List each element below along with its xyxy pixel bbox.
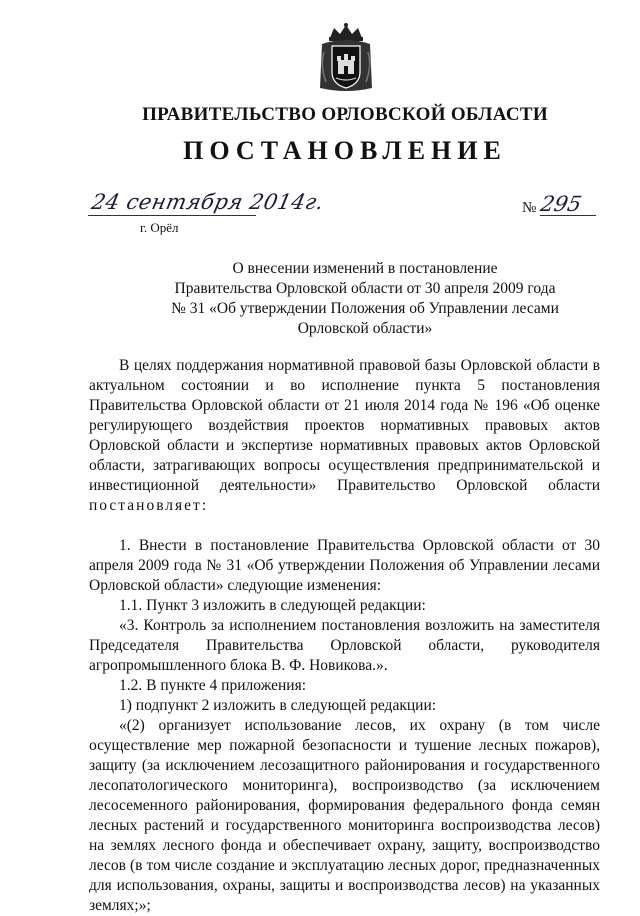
number-label: № bbox=[522, 200, 537, 216]
subject-line: Правительства Орловской области от 30 апреля 2009 года bbox=[174, 280, 556, 297]
coat-of-arms-icon bbox=[316, 22, 376, 94]
document-body bbox=[89, 356, 600, 916]
document-type-title: ПОСТАНОВЛЕНИЕ bbox=[183, 136, 507, 165]
paragraph-1: 1. Внести в постановление Правительства Орловской области от 30 апреля 2009 года № 31 «Об утверждении Положения об Управлении лесами Орловской области» следующие изменения: bbox=[89, 537, 600, 594]
subject-line: Орловской области» bbox=[297, 320, 433, 337]
paragraph-1-2-1-text: «(2) организует использование лесов, их охрану (в том числе осуществление мер пожарной безопасности и тушение лесных пожаров), защиту (за исключением лесозащитного районирования и государственного лесопатологического мониторинга), воспроизводство (за исключением лесосеменного районирования, формирования федерального фонда семян лесных растений и государственного мониторинга воспроизводства лесов) на землях лесного фонда и обеспечивает охрану, защиту, воспроизводство лесов (в том числе создание и эксплуатацию лесных дорог, предназначенных для использования, охраны, защиты и воспроизводства лесов) на указанных землях;»; bbox=[89, 717, 600, 914]
paragraph-1-1: 1.1. Пункт 3 изложить в следующей редакции: bbox=[119, 597, 426, 614]
preamble-paragraph bbox=[89, 356, 600, 516]
document-subject bbox=[125, 259, 605, 339]
number-underline bbox=[540, 215, 596, 216]
handwritten-number: 295 bbox=[538, 192, 584, 216]
preamble-verb: постановляет: bbox=[89, 497, 209, 514]
organization-title: ПРАВИТЕЛЬСТВО ОРЛОВСКОЙ ОБЛАСТИ bbox=[142, 104, 548, 125]
paragraph-1-2-1: 1) подпункт 2 изложить в следующей редакции: bbox=[119, 697, 437, 714]
date-underline bbox=[88, 215, 256, 216]
city-label: г. Орёл bbox=[140, 220, 179, 235]
handwritten-date: 24 сентября 2014г. bbox=[89, 190, 327, 214]
preamble-text: В целях поддержания нормативной правовой базы Орловской области в актуальном состоянии и во исполнение пункта 5 постановления Правительства Орловской области от 21 июля 2014 года № 196 «Об оценке регулирующего воздействия проектов нормативных правовых актов Орловской области и экспертизе нормативных правовых актов Орловской области, затрагивающих вопросы осуществления предпринимательской и инвестиционной деятельности» Правительство Орловской области bbox=[89, 357, 600, 494]
subject-line: О внесении изменений в постановление bbox=[232, 260, 498, 277]
subject-line: № 31 «Об утверждении Положения об Управлении лесами bbox=[171, 300, 559, 317]
paragraph-1-1-text: «3. Контроль за исполнением постановления возложить на заместителя Председателя Правительства Орловской области, руководителя агропромышленного блока В. Ф. Новикова.». bbox=[89, 617, 600, 674]
paragraph-1-2: 1.2. В пункте 4 приложения: bbox=[119, 677, 307, 694]
paragraph-gap bbox=[89, 516, 600, 536]
